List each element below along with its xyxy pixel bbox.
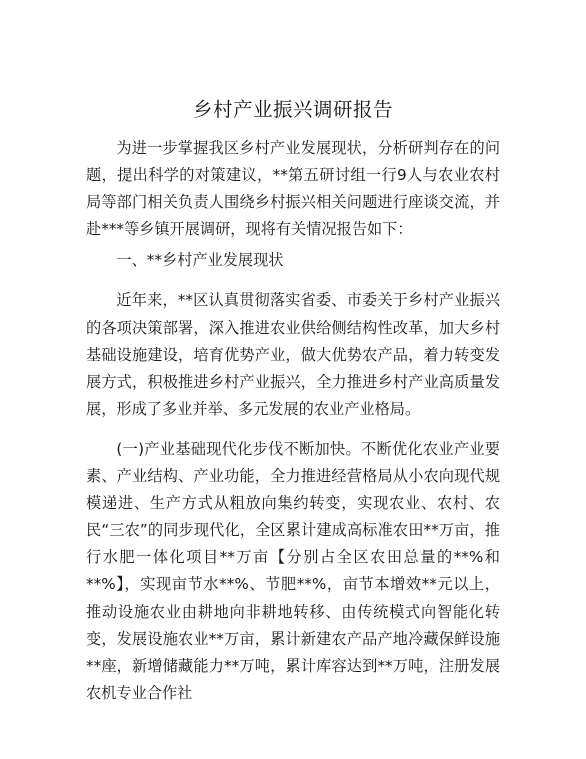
document-title: 乡村产业振兴调研报告 [192, 98, 393, 121]
subsection-paragraph: (一)产业基础现代化步伐不断加快。不断优化农业产业要素、产业结构、产业功能，全力推进经营格局从小农向现代规模递进、生产方式从粗放向集约转变，实现农业、农村、农民“三农”的同步现代化，全区累计建成高标准农田**万亩，推行水肥一体化项目**万亩【分别占全区农田总量的**%和**%】，实现亩节水**%、节肥**%，亩节本增效**元以上，推动设施农业由耕地向非耕地转移、由传统模式向智能化转变，发展设施农业**万亩，累计新建农产品产地冷藏保鲜设施**座，新增储藏能力**万吨，累计库容达到**万吨，注册发展农机专业合作社 [86, 439, 500, 702]
intro-paragraph: 为进一步掌握我区乡村产业发展现状，分析研判存在的问题，提出科学的对策建议，**第五研讨组一行9人与农业农村局等部门相关负责人围绕乡村振兴相关问题进行座谈交流，并赴***等乡镇开展调研，现将有关情况报告如下： [86, 139, 500, 239]
section-heading: 一、**乡村产业发展现状 [116, 251, 284, 270]
section-paragraph: 近年来，**区认真贯彻落实省委、市委关于乡村产业振兴的各项决策部署，深入推进农业供给侧结构性改革，加大乡村基础设施建设，培育优势产业，做大优势农产品，着力转变发展方式，积极推进乡村产业振兴，全力推进乡村产业高质量发展，形成了多业并举、多元发展的农业产业格局。 [86, 291, 500, 418]
document-body [86, 135, 500, 707]
